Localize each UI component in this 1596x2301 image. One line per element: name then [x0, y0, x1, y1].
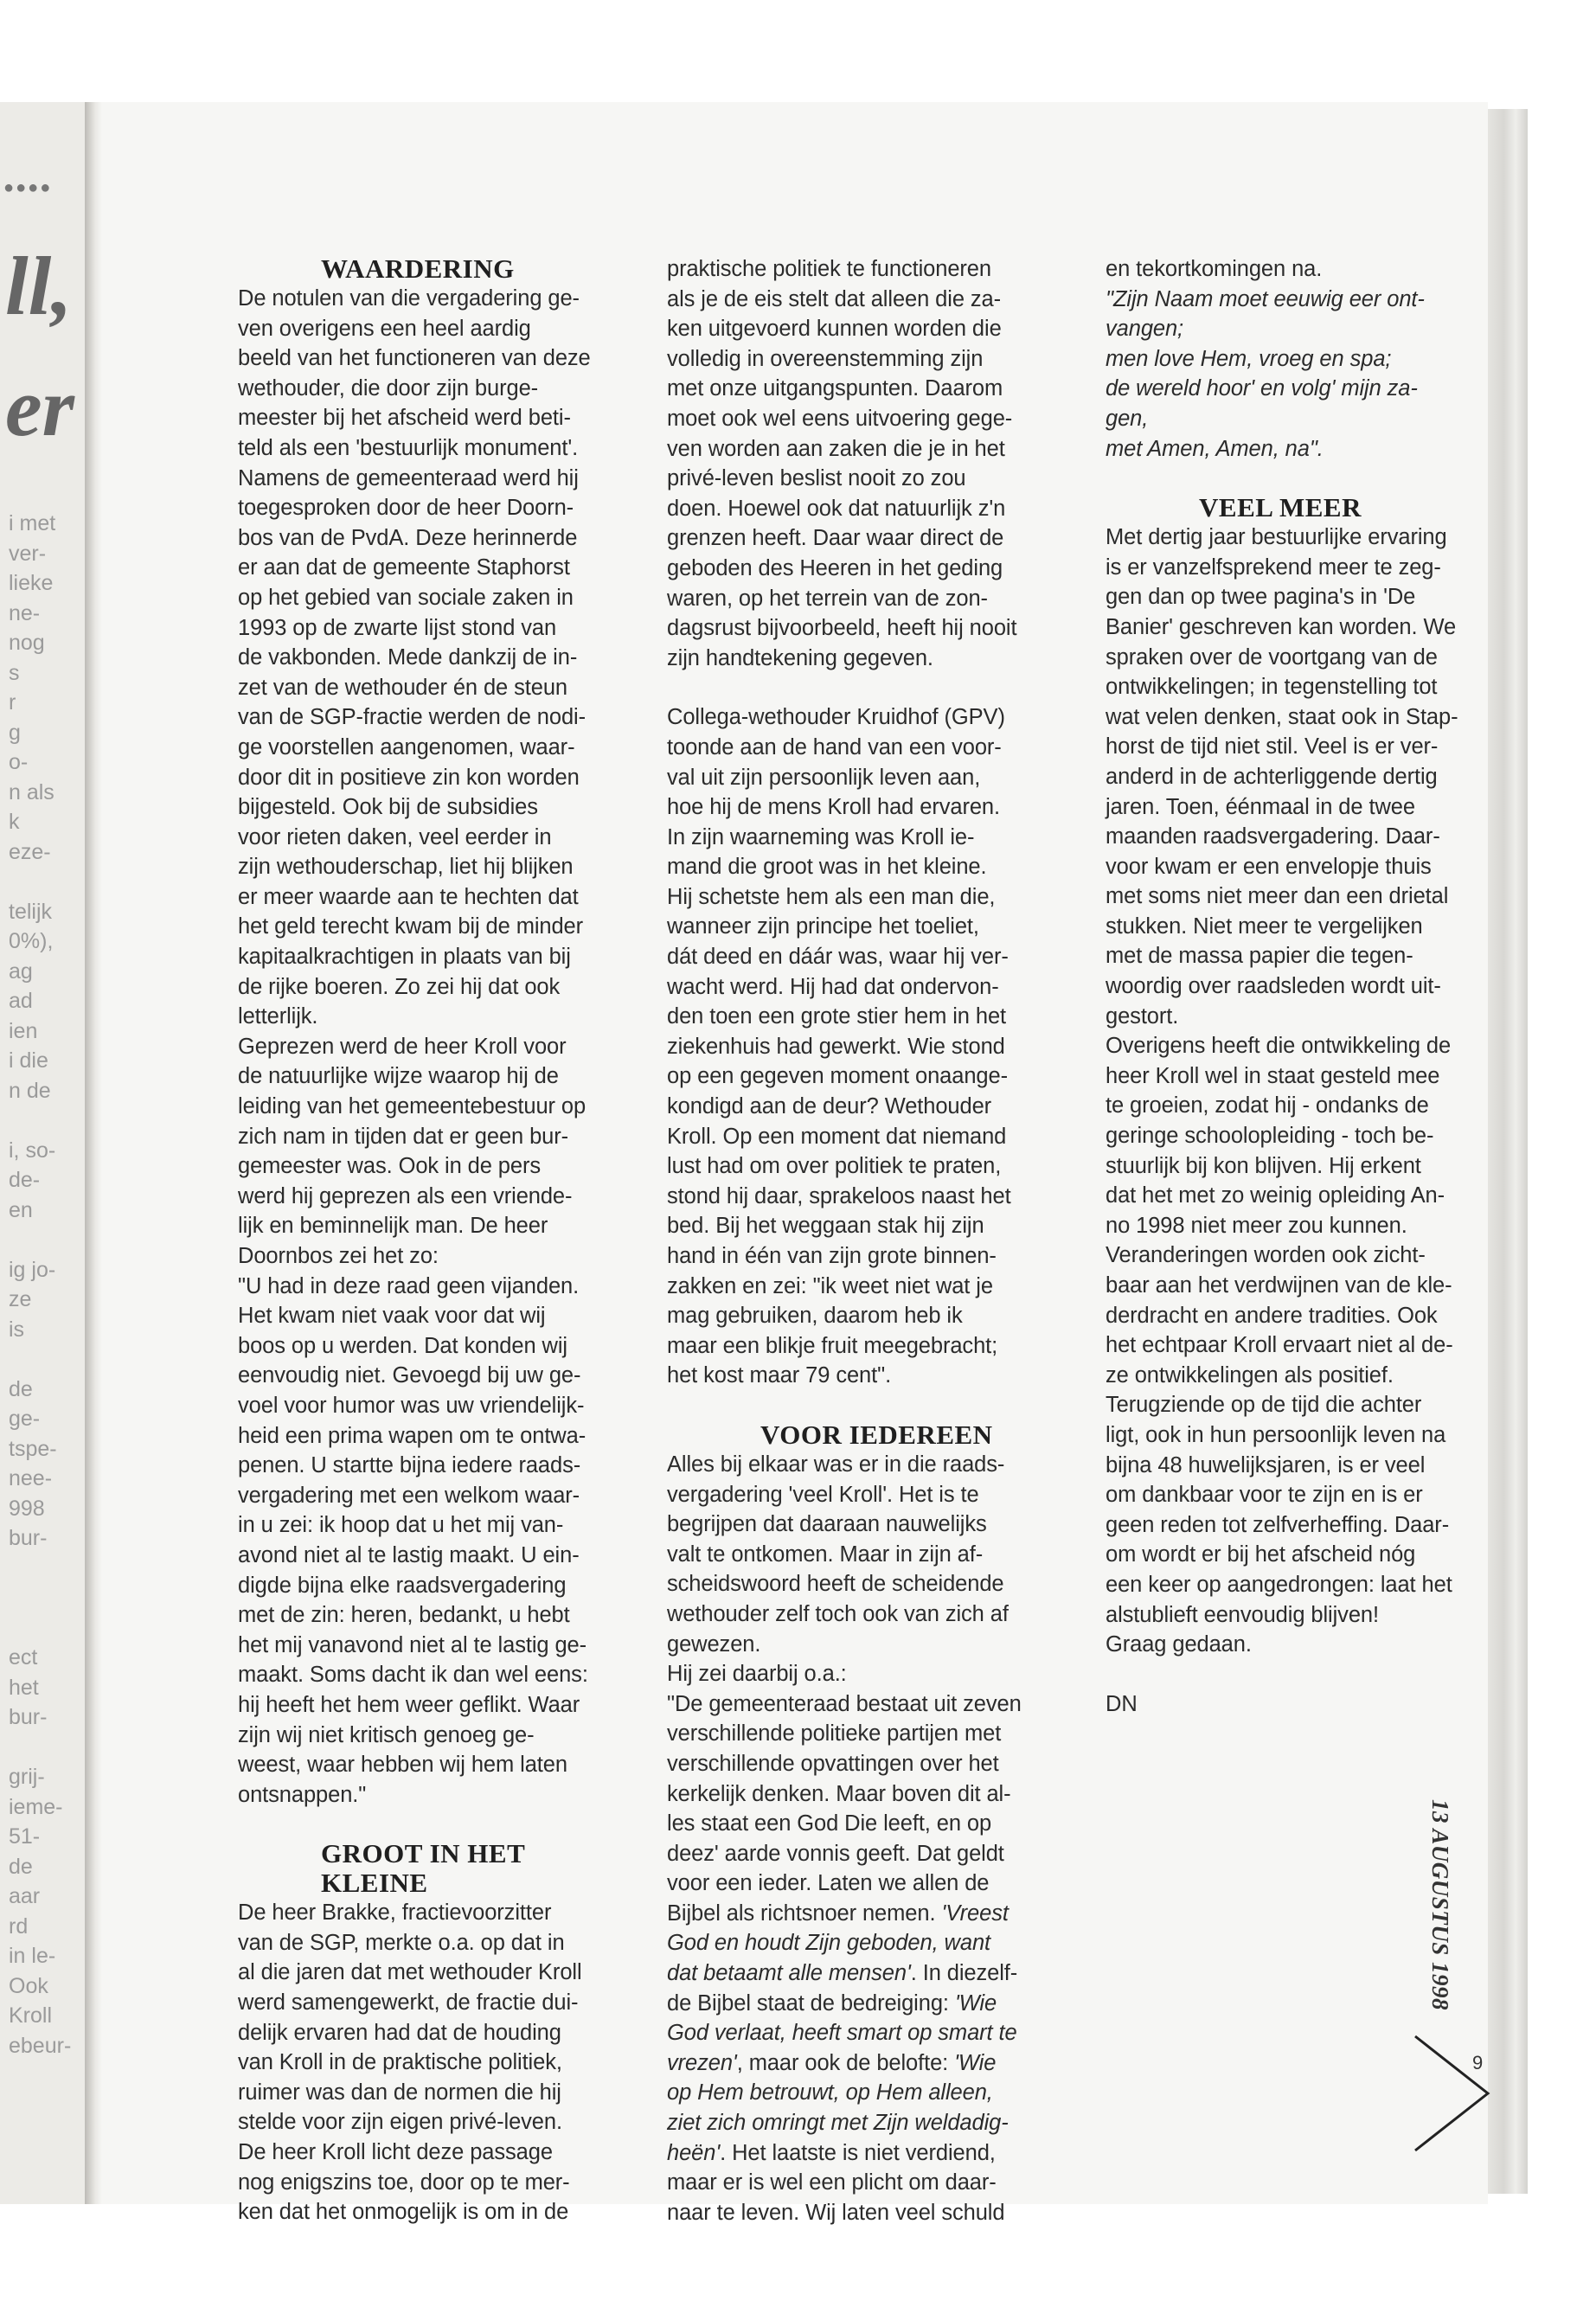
text-fragment: g [9, 720, 21, 745]
text-fragment: ag [9, 958, 33, 984]
page-stack-edge [1488, 109, 1528, 2194]
text-fragment: ge- [9, 1407, 41, 1431]
text-run: , maar ook de belofte: [736, 2050, 955, 2075]
text-fragment: het [9, 1675, 39, 1700]
paragraph: De notulen van die vergadering ge- ven overigens een heel aardig beeld van het functioneren van deze wethouder, die door zijn burge- meester bij het afscheid werd beti- teld als een 'bestuurlijk monument'. Namens de gemeenteraad werd hij toegesproken door de heer Doorn- bos van de PvdA. Deze herinnerde er aan dat de gemeente Staphorst op het gebied van sociale zaken in 1993 op de zwarte lijst stond van de vakbonden. Mede dankzij de in- zet van de wethouder én de steun van de SGP-fractie werden de nodi- ge voorstellen aangenomen, waar- door dit in positieve zin kon worden bijgesteld. Ook bij de subsidies voor rieten daken, veel eerder in zijn wethouderschap, liet hij blijken er meer waarde aan te hechten dat het geld terecht kwam bij de minder kapitaalkrachtigen in plaats van bij de rijke boeren. Zo zei hij dat ook letterlijk. Geprezen werd de heer Kroll voor de natuurlijke wijze waarop hij de leiding van het gemeentebestuur op zich nam in tijden dat er geen bur- gemeester was. Ook in de pers werd hij geprezen als een vriende- lijk en beminnelijk man. De heer Doornbos zei het zo: "U had in deze raad geen vijanden. Het kwam niet vaak voor dat wij boos op u werden. Dat konden wij eenvoudig niet. Gevoegd bij uw ge- voel voor humor was uw vriendelijk- heid een prima wapen om te ontwa- penen. U startte bijna iedere raads- vergadering met een welkom waar- in u zei: ik hoop dat u het mij van- avond niet al te lastig maakt. U ein- digde bijna elke raadsvergadering met de zin: heren, bedankt, u hebt het mij vanavond niet al te lastig ge- maakt. Soms dacht ik dan wel eens: hij heeft het hem weer geflikt. Waar zijn wij niet kritisch genoeg ge- weest, waar hebben wij hem laten ontsnappen." [238, 286, 591, 1807]
magazine-page [102, 102, 1488, 2225]
issue-date: 13 AUGUSTUS 1998 [1427, 1799, 1453, 2011]
text-fragment: is [9, 1317, 25, 1342]
text-run: . Het laatste is niet verdiend, maar er is wel een plicht om daar- naar te leven. Wij laten veel schuld [667, 2140, 1005, 2225]
italic-quote: 'Wie op Hem betrouwt, op Hem alleen, ziet zich omringt met Zijn weldadig- heën' [667, 2050, 1009, 2165]
text-fragment: Kroll [9, 2003, 53, 2028]
paragraph [667, 1450, 1086, 2227]
heading-voor-iedereen: VOOR IEDEREEN [760, 1419, 993, 1450]
text-fragment: ebeur- [9, 2033, 72, 2058]
text-fragment: 51- [9, 1824, 41, 1849]
page-number: 9 [1472, 2052, 1484, 2073]
text-fragment: i, so- [9, 1138, 56, 1163]
paragraph: Met dertig jaar bestuurlijke ervaring is er vanzelfsprekend meer te zeg- gen dan op twee pagina's in 'De Banier' geschreven kan worden. We spraken over de voortgang van de ontwikkelingen; in tegenstelling tot wat velen denken, staat ook in Stap- horst de tijd niet stil. Veel is er ver- anderd in de achterliggende dertig jaren. Toen, éénmaal in de twee maanden raadsvergadering. Daar- voor kwam er een envelopje thuis met soms niet meer dan een drietal stukken. Niet meer te vergelijken met de massa papier die tegen- woordig over raadsleden wordt uit- gestort. Overigens heeft die ontwikkeling de heer Kroll wel in staat gesteld mee te groeien, zodat hij - ondanks de geringe schoolopleiding - toch be- stuurlijk bij kon blijven. Hij erkent dat het met zo weinig opleiding An- no 1998 niet meer zou kunnen. Veranderingen worden ook zicht- baar aan het verdwijnen van de kle- derdracht en andere tradities. Ook het echtpaar Kroll ervaart niet al de- ze ontwikkelingen als positief. Terugziende op de tijd die achter ligt, ook in hun persoonlijk leven na bijna 48 huwelijksjaren, is er veel om dankbaar voor te zijn en is er geen reden tot zelfverheffing. Daar- om wordt er bij het afscheid nóg een keer op aangedrongen: laat het alstublieft eenvoudig blijven! Graag gedaan. [1106, 525, 1458, 1657]
text-fragment: en [9, 1197, 33, 1222]
text-fragment: n als [9, 779, 54, 804]
text-fragment: o- [9, 750, 29, 774]
text-fragment: bur- [9, 1526, 48, 1550]
author-signature: DN [1106, 1691, 1138, 1716]
previous-page-edge [0, 102, 87, 2204]
text-fragment: de [9, 1376, 33, 1401]
page-gutter [85, 102, 102, 2204]
heading-waardering: WAARDERING [321, 253, 515, 284]
text-fragment: ieme- [9, 1794, 63, 1819]
text-fragment: i die [9, 1048, 48, 1073]
column-2 [667, 254, 1086, 2227]
text-fragment: de [9, 1854, 33, 1879]
text-fragment: in le- [9, 1944, 56, 1968]
text-fragment: ect [9, 1645, 38, 1670]
paragraph: De heer Brakke, fractievoorzitter van de SGP, merkte o.a. op dat in al die jaren dat met wethouder Kroll werd samengewerkt, de fractie dui- delijk ervaren had dat de houding van Kroll in de praktische politiek, ruimer was dan de normen die hij stelde voor zijn eigen privé-leven. De heer Kroll licht deze passage nog enigszins toe, door op te mer- ken dat het onmogelijk is om in de [238, 1900, 582, 2225]
italic-verse: "Zijn Naam moet eeuwig eer ont- vangen; men love Hem, vroeg en spa; de wereld hoor' en volg' mijn za- gen, met Amen, Amen, na". [1106, 286, 1425, 461]
column-3 [1106, 254, 1525, 1719]
text-fragment: ig jo- [9, 1257, 56, 1282]
text-fragment: ne- [9, 600, 41, 625]
text-fragment: bur- [9, 1705, 48, 1729]
text-fragment: rd [9, 1913, 29, 1939]
text-fragment: eze- [9, 839, 51, 864]
text-fragment: nog [9, 631, 45, 655]
text-fragment: grij- [9, 1765, 45, 1789]
italic-quote: 'Wie God verlaat, heeft smart op smart te vrezen' [667, 1990, 1017, 2075]
text-fragment: de- [9, 1168, 41, 1192]
text-fragment: i met [9, 511, 56, 535]
paragraph: praktische politiek te functioneren als je de eis stelt dat alleen die za- ken uitgevoerd kunnen worden die volledig in overeenstemming zijn met onze uitgangspunten. Daarom moet ook wel eens uitvoering gege- ven worden aan zaken die je in het privé-leven beslist nooit zo zou doen. Hoewel ook dat natuurlijk z'n grenzen heeft. Daar waar direct de geboden des Heeren in het geding waren, op het terrein van de zon- dagsrust bijvoorbeeld, heeft hij nooit zijn handtekening gegeven. [667, 257, 1017, 670]
text-fragment: k [9, 810, 20, 834]
text-fragment: nee- [9, 1466, 53, 1490]
italic-quote: 'Vreest God en houdt Zijn geboden, want dat betaamt alle mensen' [667, 1900, 1009, 1986]
heading-veel-meer: VEEL MEER [1199, 492, 1362, 523]
text-fragment: ien [9, 1018, 38, 1043]
text-fragment: s [9, 660, 20, 685]
heading-groot-in-het-kleine: GROOT IN HET KLEINE [321, 1838, 526, 1899]
headline-fragment: er [5, 361, 74, 453]
text-fragment: r [9, 690, 16, 715]
paragraph: Collega-wethouder Kruidhof (GPV) toonde aan de hand van een voor- val uit zijn persoonlijk leven aan, hoe hij de mens Kroll had ervaren. In zijn waarneming was Kroll ie- mand die groot was in het kleine. Hij schetste hem als een man die, wanneer zijn principe het toeliet, dát deed en dáár was, waar hij ver- wacht werd. Hij had dat ondervon- den toen een grote stier hem in het ziekenhuis had gewerkt. Wie stond op een gegeven moment onaange- kondigd aan de deur? Wethouder Kroll. Op een moment dat niemand lust had om over politiek te praten, stond hij daar, sprakeloos naast het bed. Bij het weggaan stak hij zijn hand in één van zijn grote binnen- zakken en zei: "ik weet niet wat je mag gebruiken, daarom heb ik maar een blikje fruit meegebracht; het kost maar 79 cent". [667, 705, 1011, 1388]
text-fragment: n de [9, 1078, 51, 1103]
text-fragment: ver- [9, 541, 47, 566]
text-run: . In diezelf- de Bijbel staat de bedreiging: [667, 1961, 1018, 2016]
bullet-dots: ●●●● [3, 178, 53, 197]
paragraph: en tekortkomingen na. [1106, 257, 1323, 281]
text-fragment: telijk [9, 899, 53, 924]
text-fragment: ze [9, 1287, 32, 1311]
text-run: Alles bij elkaar was er in die raads- vergadering 'veel Kroll'. Het is te begrijpen dat daaraan nauwelijks valt te ontkomen. Maar in zijn af- scheidswoord heeft de scheidende wethouder zelf toch ook van zich af gewezen. Hij zei daarbij o.a.: "De gemeenteraad bestaat uit zeven verschillende politieke partijen met verschillende opvattingen over het kerkelijk denken. Maar boven dit al- les staat een God Die leeft, en op deez' aarde vonnis geeft. Dat geldt voor een ieder. Laten we allen de Bijbel als richtsnoer nemen. [667, 1452, 1022, 1926]
text-fragment: tspe- [9, 1436, 57, 1461]
text-fragment: aar [9, 1884, 41, 1908]
text-fragment: 998 [9, 1496, 45, 1521]
text-fragment: 0%), [9, 929, 54, 953]
text-fragment: ad [9, 989, 33, 1013]
text-fragment: lieke [9, 571, 54, 595]
headline-fragment: ll, [5, 240, 73, 332]
text-fragment: Ook [9, 1973, 48, 1998]
column-1 [238, 254, 657, 2227]
